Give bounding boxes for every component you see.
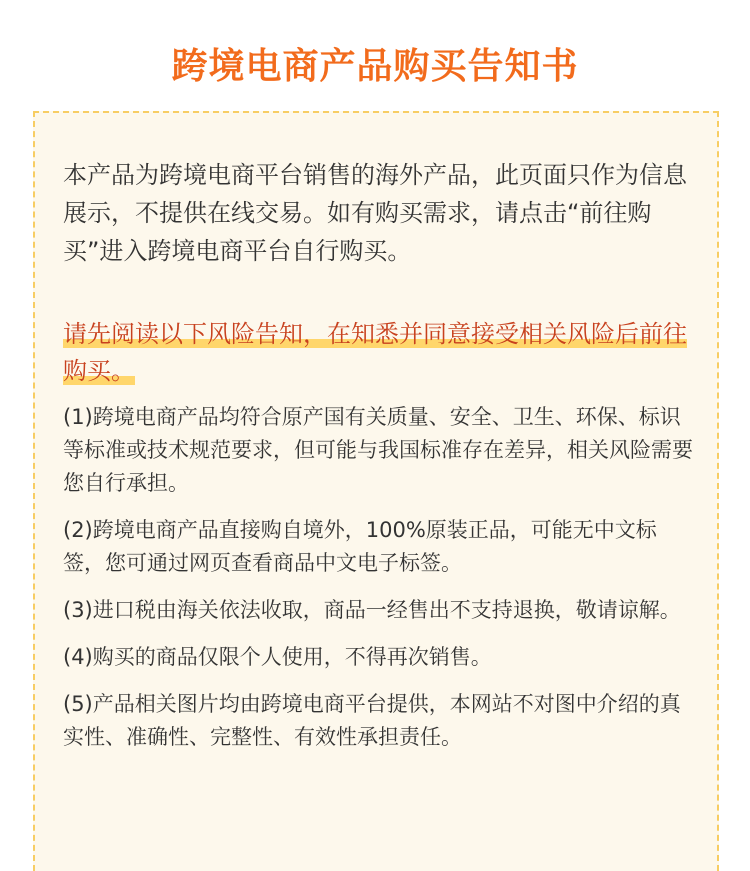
notice-item: (1)跨境电商产品均符合原产国有关质量、安全、卫生、环保、标识等标准或技术规范要求，但可能与我国标准存在差异，相关风险需要您自行承担。 <box>63 405 693 495</box>
notice-list <box>63 401 695 768</box>
notice-item: (5)产品相关图片均由跨境电商平台提供，本网站不对图中介绍的真实性、准确性、完整性、有效性承担责任。 <box>63 692 681 749</box>
risk-warning-text: 请先阅读以下风险告知，在知悉并同意接受相关风险后前往购买。 <box>63 320 687 385</box>
intro-text: 本产品为跨境电商平台销售的海外产品，此页面只作为信息展示，不提供在线交易。如有购买需求，请点击“前往购买”进入跨境电商平台自行购买。 <box>63 161 687 265</box>
notice-item: (3)进口税由海关依法收取，商品一经售出不支持退换，敬请谅解。 <box>63 598 681 622</box>
notice-card <box>33 111 719 871</box>
notice-item: (4)购买的商品仅限个人使用，不得再次销售。 <box>63 645 492 669</box>
notice-item: (2)跨境电商产品直接购自境外，100%原装正品，可能无中文标签，您可通过网页查看商品中文电子标签。 <box>63 518 657 575</box>
risk-warning <box>63 316 695 390</box>
page-title: 跨境电商产品购买告知书 <box>171 46 579 87</box>
